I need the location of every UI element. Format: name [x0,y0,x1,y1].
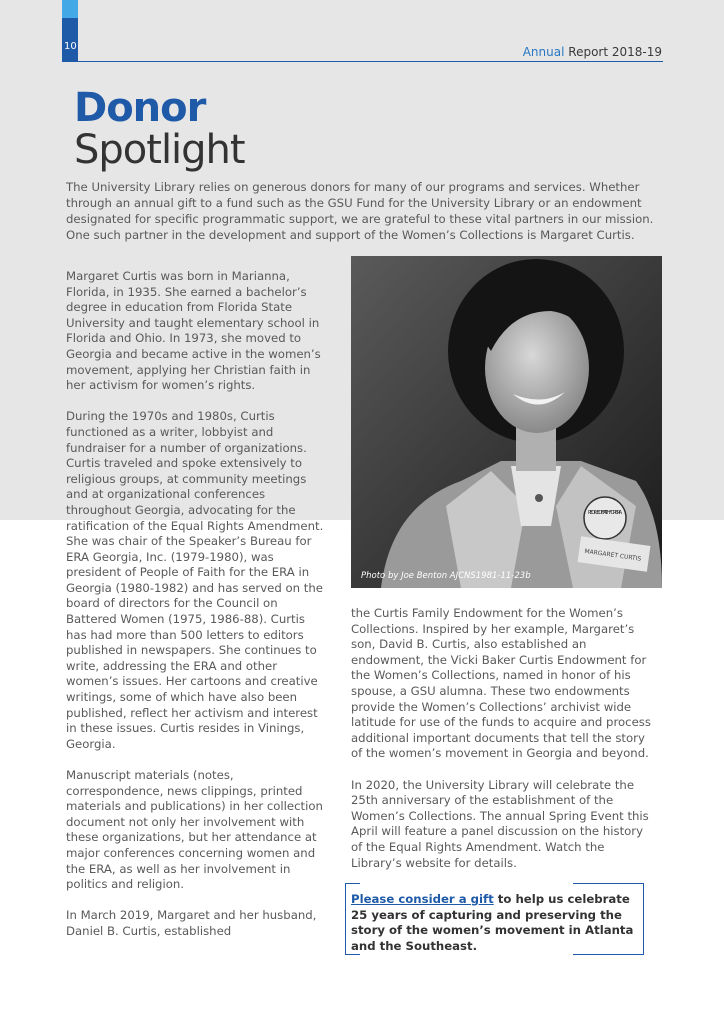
portrait-image [351,256,662,588]
badge-text: PEOPLE OF FAITH FOR ERA [588,510,622,516]
collection-paragraph: Manuscript materials (notes, correspondence, news clippings, printed materials and publications) in her collection document not only her involvement with these organizations, but her attendance at major conferences concerning women and the ERA, as well as her involvement in politics and religion. [66,768,323,892]
photo-caption: Photo by Joe Benton AJCNS1981-11-23b [361,571,531,581]
callout-rest-text: to help us celebrate 25 years of capturing and preserving the story of the women’s movement in Atlanta and the Southeast. [351,892,634,953]
gift-callout-box [345,883,644,953]
endowment-paragraph-continued: the Curtis Family Endowment for the Women’s Collections. Inspired by her example, Margaret’s son, David B. Curtis, also established an endowment, the Vicki Baker Curtis Endowment for the Women’s Collections, named in honor of his spouse, a GSU alumna. These two endowments provide the Women’s Collections’ archivist wide latitude for use of the funds to acquire and process additional important documents that tell the story of the women’s movement in Georgia and beyond. [351,606,651,761]
right-column [351,606,657,887]
page-tab-accent [62,0,78,18]
page-title-line2: Spotlight [74,127,245,173]
report-title [523,45,662,59]
header-divider [62,61,663,62]
anniversary-paragraph: In 2020, the University Library will celebrate the 25th anniversary of the establishment of the Women’s Collections. The annual Spring Event this April will feature a panel discussion on the history of the Equal Rights Amendment. Watch the Library’s website for details. [351,777,649,870]
give-gift-link[interactable]: Please consider a gift [351,892,494,906]
left-column [66,269,324,955]
report-title-rest: Report 2018-19 [568,45,662,59]
report-title-accent: Annual [522,45,565,59]
page-title-line1: Donor [74,85,206,131]
endowment-paragraph-start: In March 2019, Margaret and her husband, Daniel B. Curtis, established [66,908,317,938]
page-number: 10 [64,41,77,52]
intro-paragraph: The University Library relies on generous donors for many of our programs and services. Whether through an annual gift to a fund such as the GSU Fund for the University Library or an endowment designated for specific programmatic support, we are grateful to these vital partners in our mission. One such partner in the development and support of the Women’s Collections is Margaret Curtis. [66,180,654,242]
portrait-photo [351,256,662,588]
callout-text [351,892,641,954]
activism-paragraph: During the 1970s and 1980s, Curtis functioned as a writer, lobbyist and fundraiser for a number of organizations. Curtis traveled and spoke extensively to religious groups, at community meetings and at organizational conferences throughout Georgia, advocating for the ratification of the Equal Rights Amendment. She was chair of the Speaker’s Bureau for ERA Georgia, Inc. (1979-1980), was president of People of Faith for the ERA in Georgia (1980-1982) and has served on the board of directors for the Council on Battered Women (1975, 1986-88). Curtis has had more than 500 letters to editors published in newspapers. She continues to write, addressing the ERA and other women’s issues. Her cartoons and creative writings, some of which have also been published, reflect her activism and interest in these issues. Curtis resides in Vinings, Georgia. [66,409,324,751]
name-tag-text: MARGARET CURTIS [583,547,642,563]
bio-paragraph: Margaret Curtis was born in Marianna, Florida, in 1935. She earned a bachelor’s degree in education from Florida State University and taught elementary school in Florida and Ohio. In 1973, she moved to Georgia and became active in the women’s movement, applying her Christian faith in her activism for women’s rights. [66,269,321,393]
